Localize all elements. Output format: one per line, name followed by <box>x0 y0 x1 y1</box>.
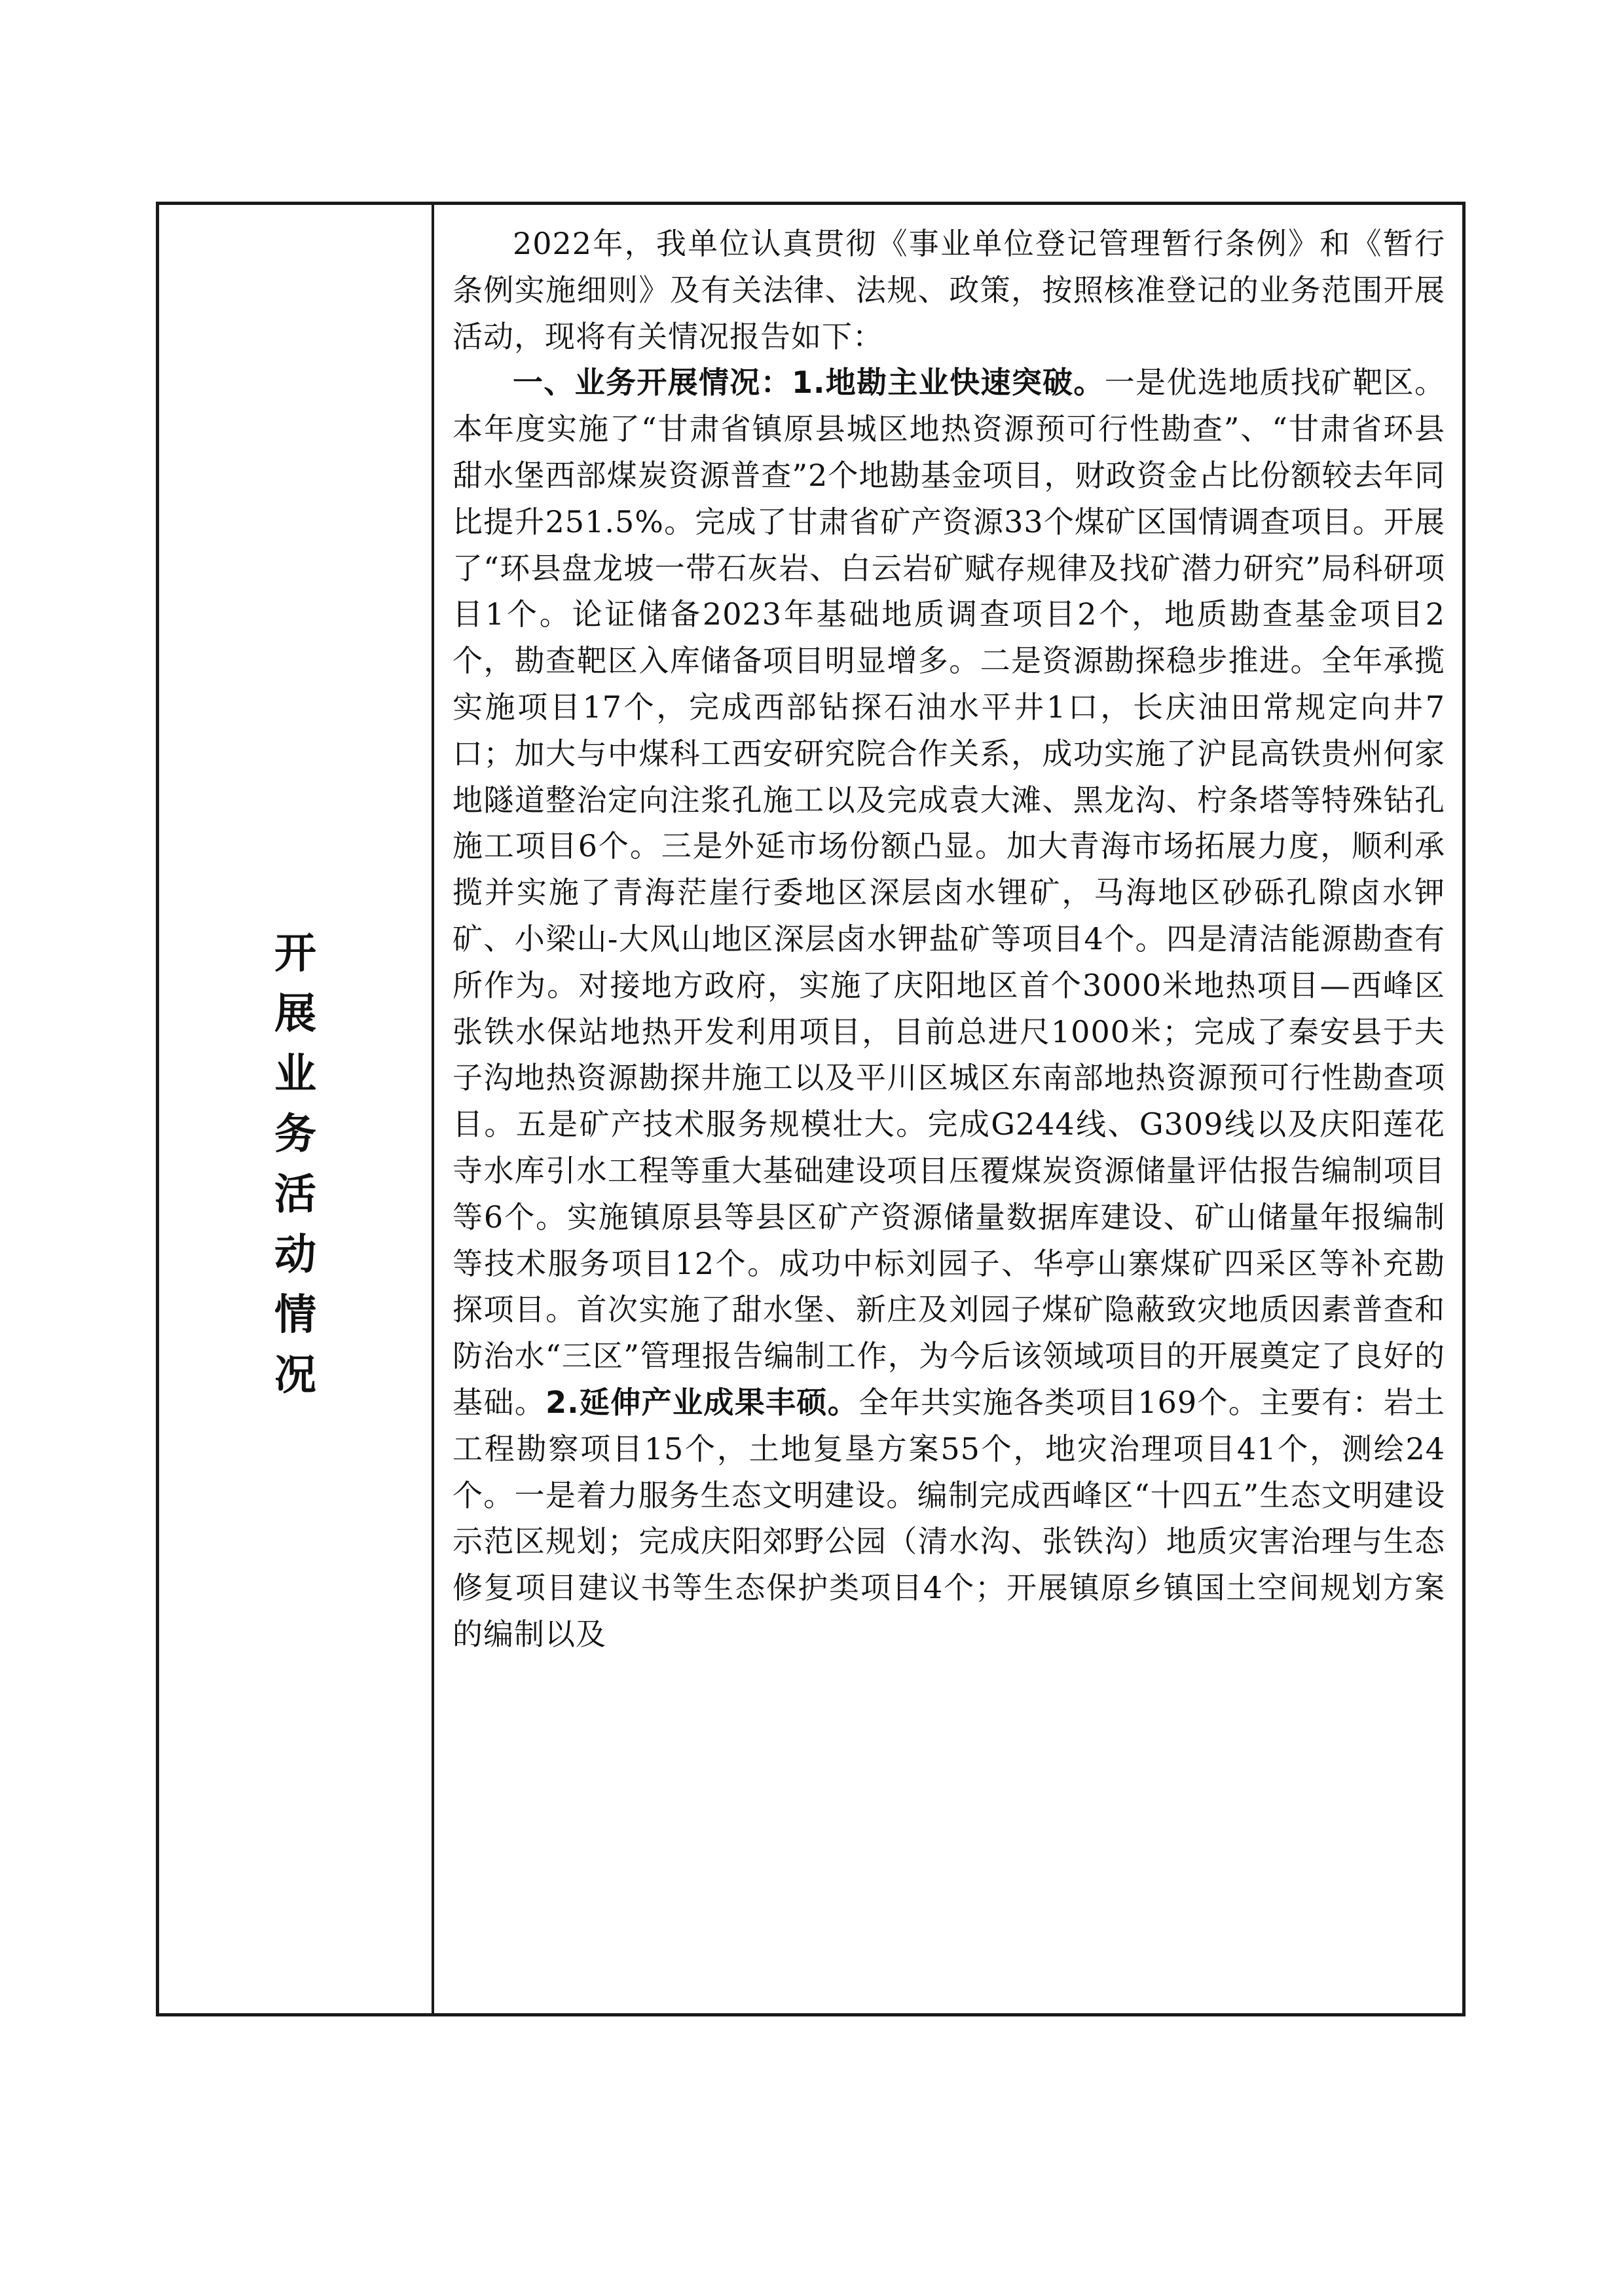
content-cell <box>434 205 1462 2013</box>
section-label-char: 动 <box>274 1231 316 1279</box>
intro-paragraph: 2022年，我单位认真贯彻《事业单位登记管理暂行条例》和《暂行条例实施细则》及有关法律、法规、政策，按照核准登记的业务范围开展活动，现将有关情况报告如下： <box>452 226 1445 354</box>
section-label-char: 业 <box>274 1050 316 1099</box>
section-2-heading: 2.延伸产业成果丰硕。 <box>545 1384 859 1420</box>
section-label-char: 情 <box>274 1291 316 1339</box>
section-1-heading: 一、业务开展情况：1.地勘主业快速突破。 <box>513 365 1105 401</box>
business-paragraph <box>452 359 1445 1657</box>
report-table <box>156 202 1466 2016</box>
section-label-char: 展 <box>274 990 316 1038</box>
section-label-char: 活 <box>274 1171 316 1219</box>
section-label-cell <box>159 205 434 2013</box>
section-1-text: 一是优选地质找矿靶区。本年度实施了“甘肃省镇原县城区地热资源预可行性勘查”、“甘肃省环县甜水堡西部煤炭资源普查”2个地勘基金项目，财政资金占比份额较去年同比提升251.5%。完成了甘肃省矿产资源33个煤矿区国情调查项目。开展了“环县盘龙坡一带石灰岩、白云岩矿赋存规律及找矿潜力研究”局科研项目1个。论证储备2023年基础地质调查项目2个，地质勘查基金项目2个，勘查靶区入库储备项目明显增多。二是资源勘探稳步推进。全年承揽实施项目17个，完成西部钻探石油水平井1口，长庆油田常规定向井7口；加大与中煤科工西安研究院合作关系，成功实施了沪昆高铁贵州何家地隧道整治定向注浆孔施工以及完成袁大滩、黑龙沟、柠条塔等特殊钻孔施工项目6个。三是外延市场份额凸显。加大青海市场拓展力度，顺利承揽并实施了青海茫崖行委地区深层卤水锂矿，马海地区砂砾孔隙卤水钾矿、小梁山-大风山地区深层卤水钾盐矿等项目4个。四是清洁能源勘查有所作为。对接地方政府，实施了庆阳地区首个3000米地热项目—西峰区张铁水保站地热开发利用项目，目前总进尺1000米；完成了秦安县于夫子沟地热资源勘探井施工以及平川区城区东南部地热资源预可行性勘查项目。五是矿产技术服务规模壮大。完成G244线、G309线以及庆阳莲花寺水库引水工程等重大基础建设项目压覆煤炭资源储量评估报告编制项目等6个。实施镇原县等县区矿产资源储量数据库建设、矿山储量年报编制等技术服务项目12个。成功中标刘园子、华亭山寨煤矿四采区等补充勘探项目。首次实施了甜水堡、新庄及刘园子煤矿隐蔽致灾地质因素普查和防治水“三区”管理报告编制工作，为今后该领域项目的开展奠定了良好的基础。 <box>452 365 1445 1420</box>
section-label-char: 务 <box>274 1110 316 1159</box>
section-2-text: 全年共实施各类项目169个。主要有：岩土工程勘察项目15个，土地复垦方案55个，地灾治理项目41个，测绘24个。一是着力服务生态文明建设。编制完成西峰区“十四五”生态文明建设示范区规划；完成庆阳郊野公园（清水沟、张铁沟）地质灾害治理与生态修复项目建议书等生态保护类项目4个；开展镇原乡镇国土空间规划方案的编制以及 <box>452 1384 1446 1652</box>
section-label-char: 况 <box>274 1351 316 1400</box>
section-label-vertical <box>274 924 316 1406</box>
section-label-char: 开 <box>274 930 316 978</box>
